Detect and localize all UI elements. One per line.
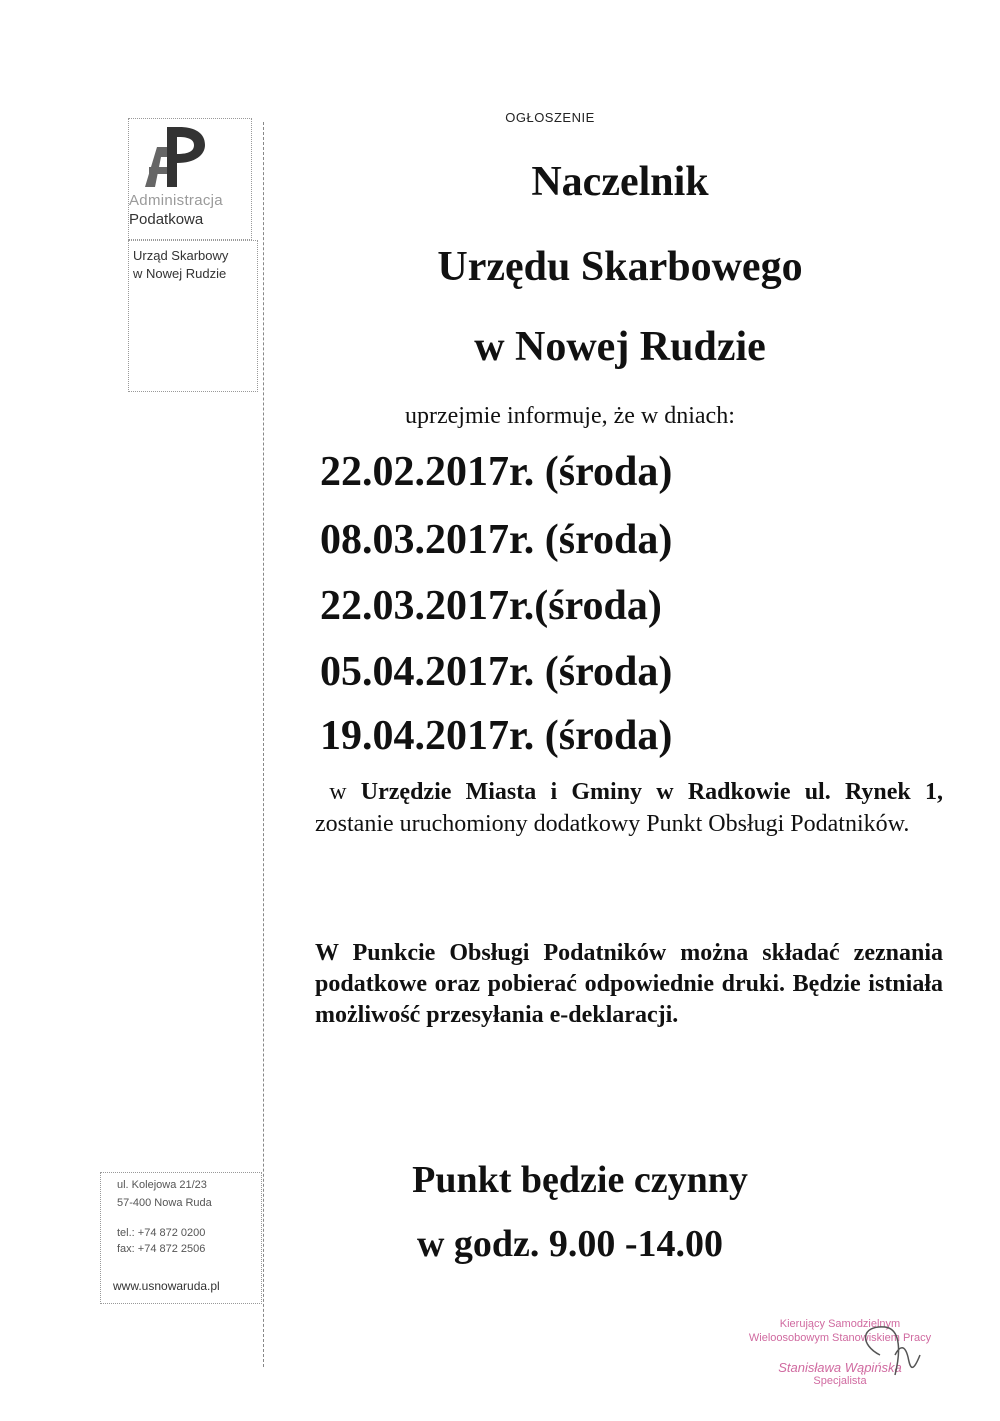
date-4: 05.04.2017r. (środa)	[320, 649, 673, 695]
office-name-box	[128, 240, 258, 392]
office-name-line1: Urząd Skarbowy	[133, 248, 229, 263]
date-5: 19.04.2017r. (środa)	[320, 713, 673, 759]
office-name-line2: w Nowej Rudzie	[133, 266, 227, 281]
date-1: 22.02.2017r. (środa)	[320, 449, 673, 495]
office-name	[133, 247, 228, 283]
logo-text-administracja: Administracja	[129, 192, 223, 209]
title-line3: w Nowej Rudzie	[474, 324, 766, 370]
agency-logo	[128, 118, 252, 240]
logo-text-podatkowa: Podatkowa	[129, 211, 204, 228]
location-prefix: w	[329, 779, 347, 805]
announcement-label: OGŁOSZENIE	[505, 110, 595, 125]
fax-number: fax: +74 872 2506	[117, 1243, 206, 1255]
location-address: Urzędzie Miasta i Gminy w Radkowie ul. Rynek 1,	[360, 779, 943, 805]
title-line2: Urzędu Skarbowego	[437, 244, 803, 290]
hours-line2: w godz. 9.00 -14.00	[416, 1223, 724, 1265]
services-paragraph: W Punkcie Obsługi Podatników można składać zeznania podatkowe oraz pobierać odpowiednie druki. Będzie istniała możliwość przesyłania e-deklaracji.	[315, 940, 943, 1028]
phone-number: tel.: +74 872 0200	[117, 1227, 206, 1239]
location-rest: zostanie uruchomiony dodatkowy Punkt Obsługi Podatników.	[315, 811, 910, 837]
contact-box	[100, 1172, 262, 1304]
title-line1: Naczelnik	[531, 159, 709, 205]
subtitle: uprzejmie informuje, że w dniach:	[405, 403, 735, 429]
tax-administration-logo-icon	[139, 123, 209, 191]
date-3: 22.03.2017r.(środa)	[320, 583, 662, 629]
date-2: 08.03.2017r. (środa)	[320, 517, 673, 563]
stamp-line2: Wieloosobowym Stanowiskiem Pracy	[748, 1332, 932, 1344]
signature-icon	[840, 1315, 930, 1395]
address-city: 57-400 Nowa Ruda	[117, 1197, 212, 1209]
address-street: ul. Kolejowa 21/23	[117, 1179, 207, 1191]
stamp-role: Specjalista	[813, 1375, 867, 1387]
stamp-name: Stanisława Wąpińska	[778, 1360, 902, 1375]
location-paragraph	[315, 776, 943, 840]
stamp-line1: Kierujący Samodzielnym	[779, 1318, 901, 1330]
hours-line1: Punkt będzie czynny	[412, 1159, 748, 1201]
website-link[interactable]: www.usnowaruda.pl	[113, 1279, 220, 1293]
